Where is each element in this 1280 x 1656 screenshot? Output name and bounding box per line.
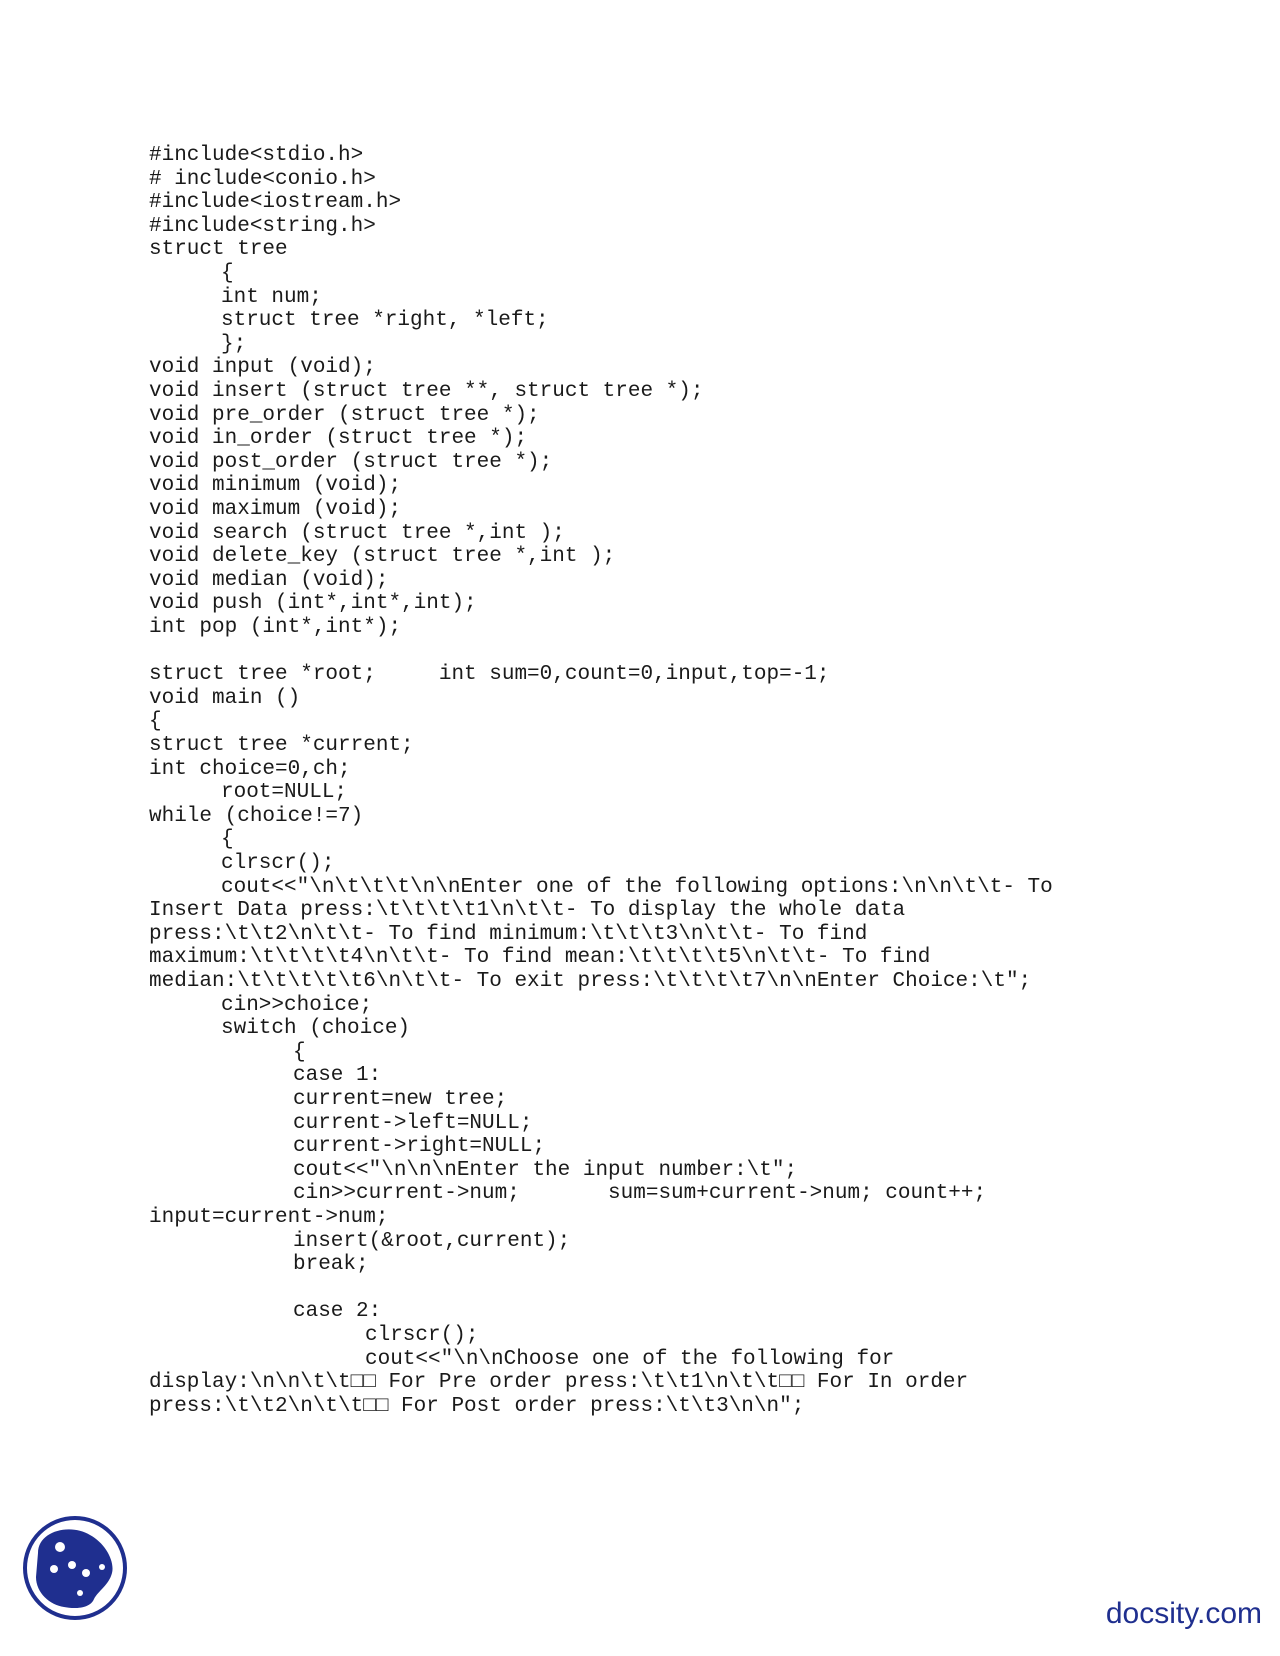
code-line: void in_order (struct tree *);	[149, 427, 528, 451]
code-line: input=current->num;	[149, 1206, 389, 1229]
code-line: cin>>choice;	[221, 993, 373, 1017]
code-line: void insert (struct tree **, struct tree *);	[149, 380, 704, 403]
code-line: current=new tree;	[293, 1088, 508, 1111]
code-line: cout<<"\n\t\t\t\n\nEnter one of the following options:\n\n\t\t- To	[221, 875, 1053, 899]
code-line: struct tree *root; int sum=0,count=0,input,top=-1;	[149, 663, 830, 687]
code-line: current->left=NULL;	[293, 1111, 533, 1135]
code-line: cout<<"\n\n\nEnter the input number:\t";	[293, 1158, 798, 1182]
code-line: {	[221, 828, 234, 852]
code-line: struct tree *current;	[149, 734, 414, 757]
code-line: maximum:\t\t\t\t4\n\t\t- To find mean:\t\t\t\t5\n\t\t- To find	[149, 946, 931, 970]
code-line: {	[293, 1040, 306, 1064]
code-line: int num;	[221, 285, 322, 309]
code-line: int pop (int*,int*);	[149, 616, 402, 639]
code-line: # include<conio.h>	[149, 167, 376, 191]
code-line: struct tree	[149, 238, 288, 262]
code-line: void pre_order (struct tree *);	[149, 403, 540, 427]
code-line: cout<<"\n\nChoose one of the following for	[365, 1347, 895, 1371]
code-line: clrscr();	[221, 852, 335, 875]
code-line: Insert Data press:\t\t\t\t1\n\t\t- To display the whole data	[149, 899, 906, 923]
code-line: void input (void);	[149, 356, 376, 380]
code-line: void median (void);	[149, 568, 389, 592]
code-line: clrscr();	[365, 1324, 479, 1347]
code-line: struct tree *right, *left;	[221, 309, 549, 333]
code-line: while (choice!=7)	[149, 804, 364, 828]
code-line: };	[221, 332, 247, 356]
code-line: {	[149, 710, 162, 734]
code-line: break;	[293, 1253, 369, 1277]
code-line: #include<string.h>	[149, 214, 376, 238]
code-line: void maximum (void);	[149, 498, 402, 521]
code-line: void minimum (void);	[149, 474, 402, 498]
code-line: #include<stdio.h>	[149, 144, 364, 167]
code-line: display:\n\n\t\t□□ For Pre order press:\t\t1\n\t\t□□ For In order	[149, 1371, 969, 1395]
docsity-logo-icon[interactable]	[20, 1513, 130, 1623]
code-line: root=NULL;	[221, 781, 348, 805]
code-line: void push (int*,int*,int);	[149, 592, 477, 616]
code-line: cin>>current->num; sum=sum+current->num; count++;	[293, 1182, 987, 1206]
code-line: current->right=NULL;	[293, 1135, 546, 1159]
code-line: case 1:	[293, 1064, 382, 1088]
docsity-brand-link[interactable]: docsity.com	[1105, 1597, 1262, 1630]
code-line: void post_order (struct tree *);	[149, 450, 553, 474]
code-line: case 2:	[293, 1300, 382, 1324]
code-line: insert(&root,current);	[293, 1229, 571, 1253]
code-line: press:\t\t2\n\t\t□□ For Post order press:\t\t3\n\n";	[149, 1394, 805, 1418]
code-line: median:\t\t\t\t\t6\n\t\t- To exit press:\t\t\t\t7\n\nEnter Choice:\t";	[149, 970, 1032, 993]
code-line: switch (choice)	[221, 1017, 411, 1041]
code-line: void main ()	[149, 686, 301, 710]
code-line: press:\t\t2\n\t\t- To find minimum:\t\t\t3\n\t\t- To find	[149, 922, 868, 946]
code-line: void delete_key (struct tree *,int );	[149, 545, 616, 569]
code-line: #include<iostream.h>	[149, 191, 402, 215]
code-line: int choice=0,ch;	[149, 757, 351, 781]
code-line: {	[221, 262, 234, 285]
code-line: void search (struct tree *,int );	[149, 521, 565, 545]
